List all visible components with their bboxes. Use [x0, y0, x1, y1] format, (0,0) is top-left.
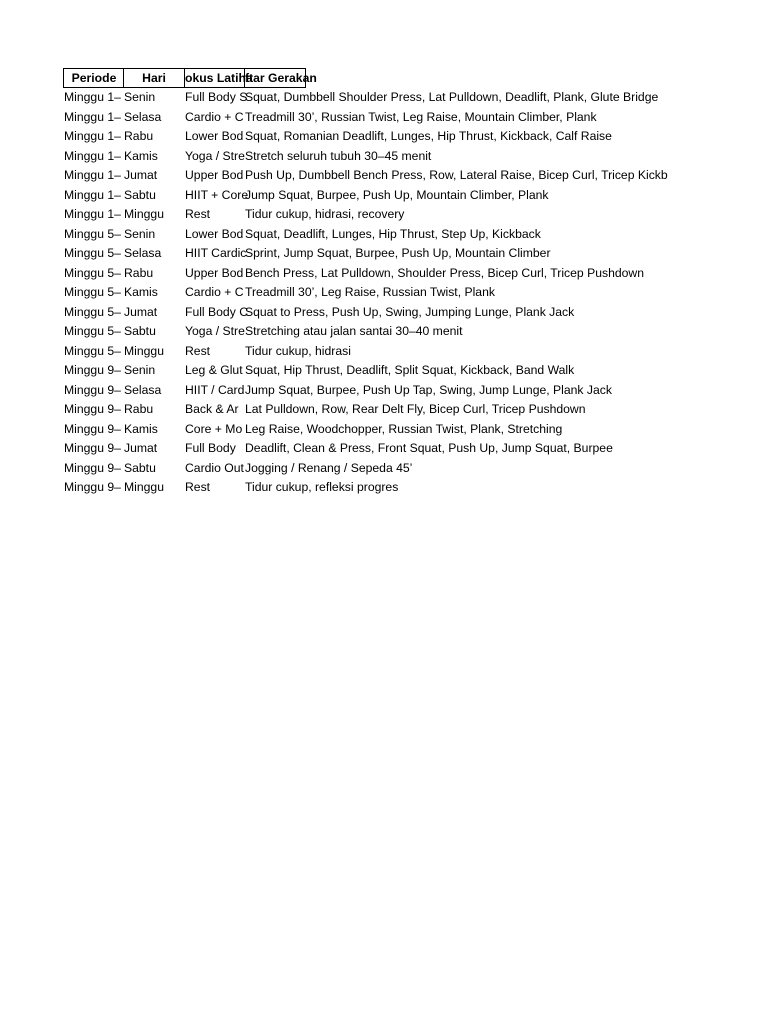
- cell-fokus-latihan[interactable]: Lower Bod: [185, 129, 244, 143]
- cell-periode[interactable]: Minggu 1–: [64, 148, 121, 163]
- cell-daftar-gerakan[interactable]: Sprint, Jump Squat, Burpee, Push Up, Mountain Climber: [245, 246, 551, 260]
- cell-periode[interactable]: Minggu 5–: [64, 226, 121, 241]
- table-row: [63, 108, 683, 128]
- cell-daftar-gerakan[interactable]: Tidur cukup, hidrasi: [245, 343, 351, 358]
- cell-hari[interactable]: Sabtu: [124, 324, 156, 338]
- table-body: [63, 88, 683, 498]
- table-row: [63, 186, 683, 206]
- cell-hari[interactable]: Selasa: [124, 382, 162, 397]
- cell-daftar-gerakan[interactable]: Stretching atau jalan santai 30–40 menit: [245, 324, 463, 338]
- table-row: [63, 342, 683, 362]
- cell-hari[interactable]: Jumat: [124, 168, 158, 182]
- cell-hari[interactable]: Sabtu: [124, 187, 156, 202]
- cell-daftar-gerakan[interactable]: Tidur cukup, refleksi progres: [245, 480, 399, 494]
- cell-daftar-gerakan[interactable]: Stretch seluruh tubuh 30–45 menit: [245, 148, 432, 163]
- cell-fokus-latihan[interactable]: Rest: [185, 207, 211, 221]
- cell-periode[interactable]: Minggu 5–: [64, 343, 121, 358]
- cell-daftar-gerakan[interactable]: Jump Squat, Burpee, Push Up, Mountain Climber, Plank: [245, 187, 549, 202]
- cell-periode[interactable]: Minggu 1–: [64, 90, 121, 104]
- cell-hari[interactable]: Minggu: [124, 207, 164, 221]
- cell-daftar-gerakan[interactable]: Treadmill 30’, Russian Twist, Leg Raise, Mountain Climber, Plank: [245, 109, 597, 124]
- cell-daftar-gerakan[interactable]: Lat Pulldown, Row, Rear Delt Fly, Bicep Curl, Tricep Pushdown: [245, 402, 586, 416]
- cell-fokus-latihan[interactable]: Cardio + C: [185, 285, 244, 299]
- cell-daftar-gerakan[interactable]: Jump Squat, Burpee, Push Up Tap, Swing, Jump Lunge, Plank Jack: [245, 382, 612, 397]
- table-row: [63, 361, 683, 381]
- header-fokus-latihan[interactable]: okus Latiha: [185, 68, 245, 88]
- cell-fokus-latihan[interactable]: Back & Ar: [185, 402, 239, 416]
- cell-periode[interactable]: Minggu 1–: [64, 168, 121, 182]
- cell-hari[interactable]: Minggu: [124, 480, 164, 494]
- cell-hari[interactable]: Rabu: [124, 129, 154, 143]
- cell-fokus-latihan[interactable]: Full Body S: [185, 90, 248, 104]
- cell-daftar-gerakan[interactable]: Tidur cukup, hidrasi, recovery: [245, 207, 405, 221]
- table-row: [63, 283, 683, 303]
- table-row: [63, 459, 683, 479]
- table-row: [63, 420, 683, 440]
- cell-hari[interactable]: Rabu: [124, 265, 154, 280]
- cell-fokus-latihan[interactable]: Cardio Out: [185, 460, 244, 475]
- cell-periode[interactable]: Minggu 5–: [64, 265, 121, 280]
- cell-daftar-gerakan[interactable]: Squat, Romanian Deadlift, Lunges, Hip Thrust, Kickback, Calf Raise: [245, 129, 612, 143]
- cell-hari[interactable]: Senin: [124, 363, 156, 377]
- cell-fokus-latihan[interactable]: Leg & Glut: [185, 363, 243, 377]
- cell-fokus-latihan[interactable]: Lower Bod: [185, 226, 244, 241]
- cell-fokus-latihan[interactable]: Core + Mo: [185, 421, 243, 436]
- cell-daftar-gerakan[interactable]: Bench Press, Lat Pulldown, Shoulder Press, Bicep Curl, Tricep Pushdown: [245, 265, 645, 280]
- cell-daftar-gerakan[interactable]: Squat, Dumbbell Shoulder Press, Lat Pulldown, Deadlift, Plank, Glute Bridge: [245, 90, 659, 104]
- cell-periode[interactable]: Minggu 1–: [64, 207, 121, 221]
- cell-hari[interactable]: Sabtu: [124, 460, 156, 475]
- cell-periode[interactable]: Minggu 9–: [64, 421, 121, 436]
- cell-fokus-latihan[interactable]: Cardio + C: [185, 109, 244, 124]
- cell-fokus-latihan[interactable]: Full Body: [185, 441, 236, 455]
- table-row: [63, 147, 683, 167]
- table-row: [63, 322, 683, 342]
- cell-daftar-gerakan[interactable]: Squat, Hip Thrust, Deadlift, Split Squat, Kickback, Band Walk: [245, 363, 575, 377]
- table-row: [63, 244, 683, 264]
- cell-hari[interactable]: Kamis: [124, 421, 158, 436]
- table-row: [63, 303, 683, 323]
- cell-periode[interactable]: Minggu 9–: [64, 480, 121, 494]
- cell-fokus-latihan[interactable]: Yoga / Stre: [185, 148, 245, 163]
- cell-hari[interactable]: Minggu: [124, 343, 164, 358]
- cell-fokus-latihan[interactable]: Rest: [185, 480, 211, 494]
- cell-daftar-gerakan[interactable]: Deadlift, Clean & Press, Front Squat, Push Up, Jump Squat, Burpee: [245, 441, 613, 455]
- cell-daftar-gerakan[interactable]: Leg Raise, Woodchopper, Russian Twist, Plank, Stretching: [245, 421, 563, 436]
- cell-hari[interactable]: Kamis: [124, 148, 158, 163]
- cell-fokus-latihan[interactable]: Full Body C: [185, 304, 248, 319]
- cell-fokus-latihan[interactable]: Upper Bod: [185, 265, 244, 280]
- table-row: [63, 400, 683, 420]
- cell-daftar-gerakan[interactable]: Squat, Deadlift, Lunges, Hip Thrust, Step Up, Kickback: [245, 226, 541, 241]
- cell-hari[interactable]: Jumat: [124, 441, 158, 455]
- table-row: [63, 478, 683, 498]
- header-row: [63, 68, 683, 88]
- cell-hari[interactable]: Jumat: [124, 304, 158, 319]
- cell-periode[interactable]: Minggu 9–: [64, 363, 121, 377]
- cell-hari[interactable]: Selasa: [124, 246, 162, 260]
- cell-daftar-gerakan[interactable]: Squat to Press, Push Up, Swing, Jumping Lunge, Plank Jack: [245, 304, 575, 319]
- cell-hari[interactable]: Selasa: [124, 109, 162, 124]
- table-row: [63, 439, 683, 459]
- cell-periode[interactable]: Minggu 5–: [64, 246, 121, 260]
- table-row: [63, 88, 683, 108]
- table-row: [63, 225, 683, 245]
- header-hari[interactable]: Hari: [124, 68, 185, 88]
- cell-fokus-latihan[interactable]: HIIT / Card: [185, 382, 245, 397]
- cell-periode[interactable]: Minggu 9–: [64, 441, 121, 455]
- cell-daftar-gerakan[interactable]: Treadmill 30’, Leg Raise, Russian Twist, Plank: [245, 285, 495, 299]
- cell-hari[interactable]: Senin: [124, 90, 156, 104]
- cell-periode[interactable]: Minggu 5–: [64, 304, 121, 319]
- header-periode[interactable]: Periode: [63, 68, 124, 88]
- table-row: [63, 381, 683, 401]
- header-daftar-gerakan[interactable]: [245, 68, 317, 88]
- cell-fokus-latihan[interactable]: Rest: [185, 343, 211, 358]
- table-row: [63, 205, 683, 225]
- cell-daftar-gerakan[interactable]: Jogging / Renang / Sepeda 45’: [245, 460, 413, 475]
- cell-hari[interactable]: Rabu: [124, 402, 154, 416]
- cell-fokus-latihan[interactable]: Upper Bod: [185, 168, 244, 182]
- header-daftar-gerakan-text: ftar Gerakan: [245, 71, 317, 85]
- cell-daftar-gerakan[interactable]: Push Up, Dumbbell Bench Press, Row, Lateral Raise, Bicep Curl, Tricep Kickb: [245, 168, 668, 182]
- table-row: [63, 166, 683, 186]
- cell-periode[interactable]: Minggu 1–: [64, 109, 121, 124]
- cell-periode[interactable]: Minggu 9–: [64, 460, 121, 475]
- table-row: [63, 127, 683, 147]
- cell-hari[interactable]: Kamis: [124, 285, 158, 299]
- table-row: [63, 264, 683, 284]
- cell-periode[interactable]: Minggu 9–: [64, 382, 121, 397]
- cell-periode[interactable]: Minggu 1–: [64, 187, 121, 202]
- cell-fokus-latihan[interactable]: HIIT + Core: [185, 187, 249, 202]
- cell-periode[interactable]: Minggu 5–: [64, 285, 121, 299]
- spreadsheet-table: [63, 68, 683, 498]
- cell-periode[interactable]: Minggu 1–: [64, 129, 121, 143]
- cell-periode[interactable]: Minggu 5–: [64, 324, 121, 338]
- cell-periode[interactable]: Minggu 9–: [64, 402, 121, 416]
- cell-fokus-latihan[interactable]: HIIT Cardic: [185, 246, 247, 260]
- cell-fokus-latihan[interactable]: Yoga / Stre: [185, 324, 245, 338]
- cell-hari[interactable]: Senin: [124, 226, 156, 241]
